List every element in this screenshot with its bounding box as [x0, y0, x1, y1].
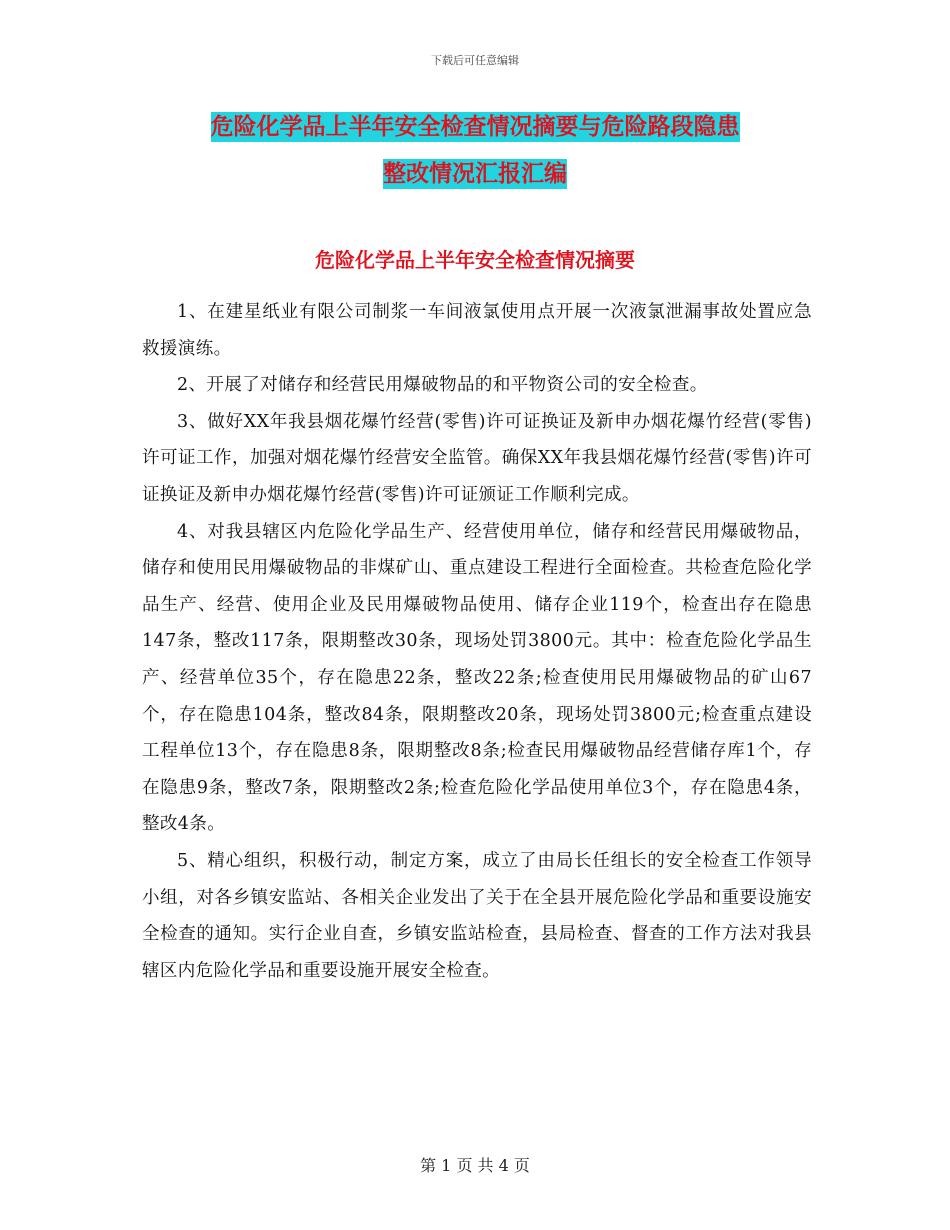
paragraph-5: 5、精心组织，积极行动，制定方案，成立了由局长任组长的安全检查工作领导小组，对各乡镇安监站、各相关企业发出了关于在全县开展危险化学品和重要设施安全检查的通知。实行企业自查，乡镇安监站检查，县局检查、督查的工作方法对我县辖区内危险化学品和重要设施开展安全检查。 — [142, 850, 812, 981]
section-title: 危险化学品上半年安全检查情况摘要 — [315, 248, 635, 272]
title-line-2-text: 整改情况汇报汇编 — [383, 161, 567, 187]
document-title-line-1 — [0, 104, 950, 151]
paragraph-2: 2、开展了对储存和经营民用爆破物品的和平物资公司的安全检查。 — [177, 375, 708, 396]
document-title — [0, 104, 950, 198]
title-line-1-text: 危险化学品上半年安全检查情况摘要与危险路段隐患 — [210, 114, 740, 140]
document-title-line-2 — [0, 151, 950, 198]
paragraph-1: 1、在建星纸业有限公司制浆一车间液氯使用点开展一次液氯泄漏事故处置应急救援演练。 — [142, 302, 812, 359]
document-body — [142, 294, 812, 989]
paragraph-4: 4、对我县辖区内危险化学品生产、经营使用单位，储存和经营民用爆破物品，储存和使用民用爆破物品的非煤矿山、重点建设工程进行全面检查。共检查危险化学品生产、经营、使用企业及民用爆破物品使用、储存企业119个，检查出存在隐患147条，整改117条，限期整改30条，现场处罚3800元。其中：检查危险化学品生产、经营单位35个，存在隐患22条，整改22条;检查使用民用爆破物品的矿山67个，存在隐患104条，整改84条，限期整改20条，现场处罚3800元;检查重点建设工程单位13个，存在隐患8条，限期整改8条;检查民用爆破物品经营储存库1个，存在隐患9条，整改7条，限期整改2条;检查危险化学品使用单位3个，存在隐患4条，整改4条。 — [142, 521, 812, 835]
header-note: 下载后可任意编辑 — [431, 54, 519, 67]
paragraph-3: 3、做好XX年我县烟花爆竹经营(零售)许可证换证及新申办烟花爆竹经营(零售)许可证工作，加强对烟花爆竹经营安全监管。确保XX年我县烟花爆竹经营(零售)许可证换证及新申办烟花爆竹经营(零售)许可证颁证工作顺利完成。 — [142, 411, 812, 505]
page-footer: 第 1 页 共 4 页 — [420, 1156, 530, 1175]
